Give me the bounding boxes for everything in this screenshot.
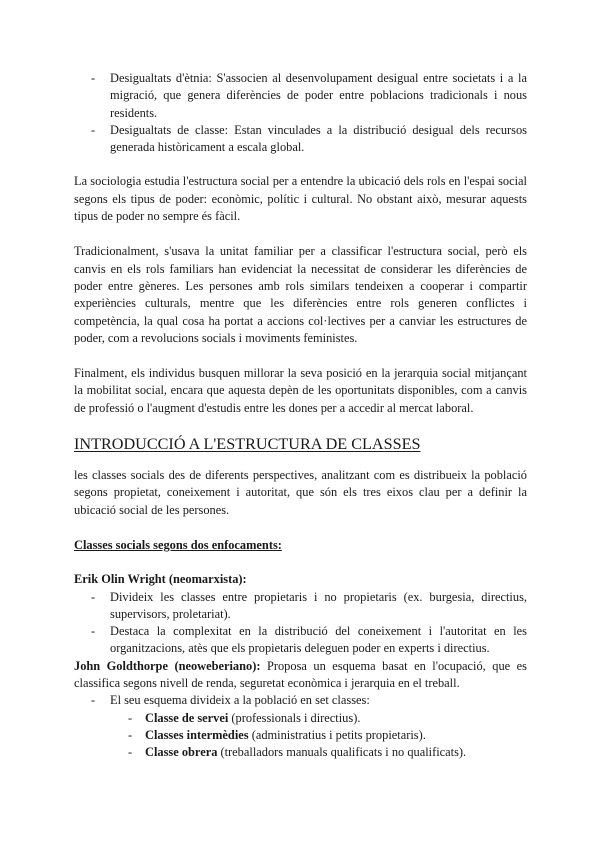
paragraph-mobility: Finalment, els individus busquen millorar la seva posició en la jerarquia social mitjançant la mobilitat social, encara que aquesta depèn de les oportunitats disponibles, com a canvis de professió o l'augment d'estudis entre les dones per a accedir al mercat laboral.: [74, 366, 527, 415]
class-name: Classes intermèdies: [145, 727, 249, 742]
wright-list: [74, 589, 527, 658]
paragraph-family-unit: Tradicionalment, s'usava la unitat familiar per a classificar l'estructura social, però els canvis en els rols familiars han evidenciat la necessitat de considerar les diferències de poder entre gèneres. Les persones amb rols similars tendeixen a cooperar i compartir experiències culturals, mentre que les diferències entre rols generen conflictes i competència, la qual cosa ha portat a accions col·lectives per a canviar les estructures de poder, com a revolucions socials i moviments feministes.: [74, 244, 527, 345]
author-wright: Erik Olin Wright (neomarxista):: [74, 572, 247, 587]
list-item-text: S'associen al desenvolupament desigual entre societats i a la migració, que genera diferències de poder entre poblacions tradicionals i nous residents.: [110, 71, 527, 120]
class-list: [74, 710, 527, 762]
list-item: - El seu esquema divideix a la població en set classes:: [74, 692, 527, 709]
section-title: INTRODUCCIÓ A L'ESTRUCTURA DE CLASSES: [74, 435, 421, 454]
class-desc: (treballadors manuals qualificats i no qualificats).: [217, 745, 467, 760]
goldthorpe-text: Proposa un esquema basat en l'ocupació, que es classifica segons nivell de renda, seguretat econòmica i jerarquia en el treball.: [74, 658, 527, 691]
inequality-list: [74, 70, 527, 156]
goldthorpe-list: [74, 692, 527, 709]
document-page: [74, 70, 527, 762]
intro-paragraph: les classes socials des de diferents perspectives, analitzant com es distribueix la població segons propietat, coneixement i autoritat, que són els tres eixos clau per a definir la ubicació social de les persones.: [74, 468, 527, 517]
author-goldthorpe: John Goldthorpe (neoweberiano):: [74, 658, 261, 673]
subheading: Classes socials segons dos enfocaments:: [74, 537, 282, 552]
class-desc: (professionals i directius).: [228, 710, 361, 725]
list-item-term: Desigualtats d'ètnia:: [110, 71, 212, 85]
class-item: [74, 710, 527, 727]
paragraph-sociology: La sociologia estudia l'estructura social per a entendre la ubicació dels rols en l'espai social segons els tipus de poder: econòmic, polític i cultural. No obstant això, mesurar aquests tipus de poder no sempre és fàcil.: [74, 174, 527, 224]
list-item-text: Estan vinculades a la distribució desigual dels recursos generada històricament a escala global.: [110, 122, 528, 155]
class-item: [74, 744, 527, 761]
class-desc: (administratius i petits propietaris).: [248, 727, 426, 742]
list-item: - Destaca la complexitat en la distribució del coneixement i l'autoritat en les organitzacions, atès que els propietaris deleguen poder en experts i directius.: [74, 623, 527, 658]
list-item: [74, 70, 527, 122]
class-item: [74, 727, 527, 744]
class-name: Classe obrera: [145, 745, 218, 760]
list-item: - Divideix les classes entre propietaris i no propietaris (ex. burgesia, directius, supervisors, proletariat).: [74, 589, 527, 624]
list-item-term: Desigualtats de classe:: [110, 122, 229, 137]
class-name: Classe de servei: [145, 710, 229, 725]
list-item: [74, 122, 527, 157]
goldthorpe-paragraph: [74, 658, 527, 693]
